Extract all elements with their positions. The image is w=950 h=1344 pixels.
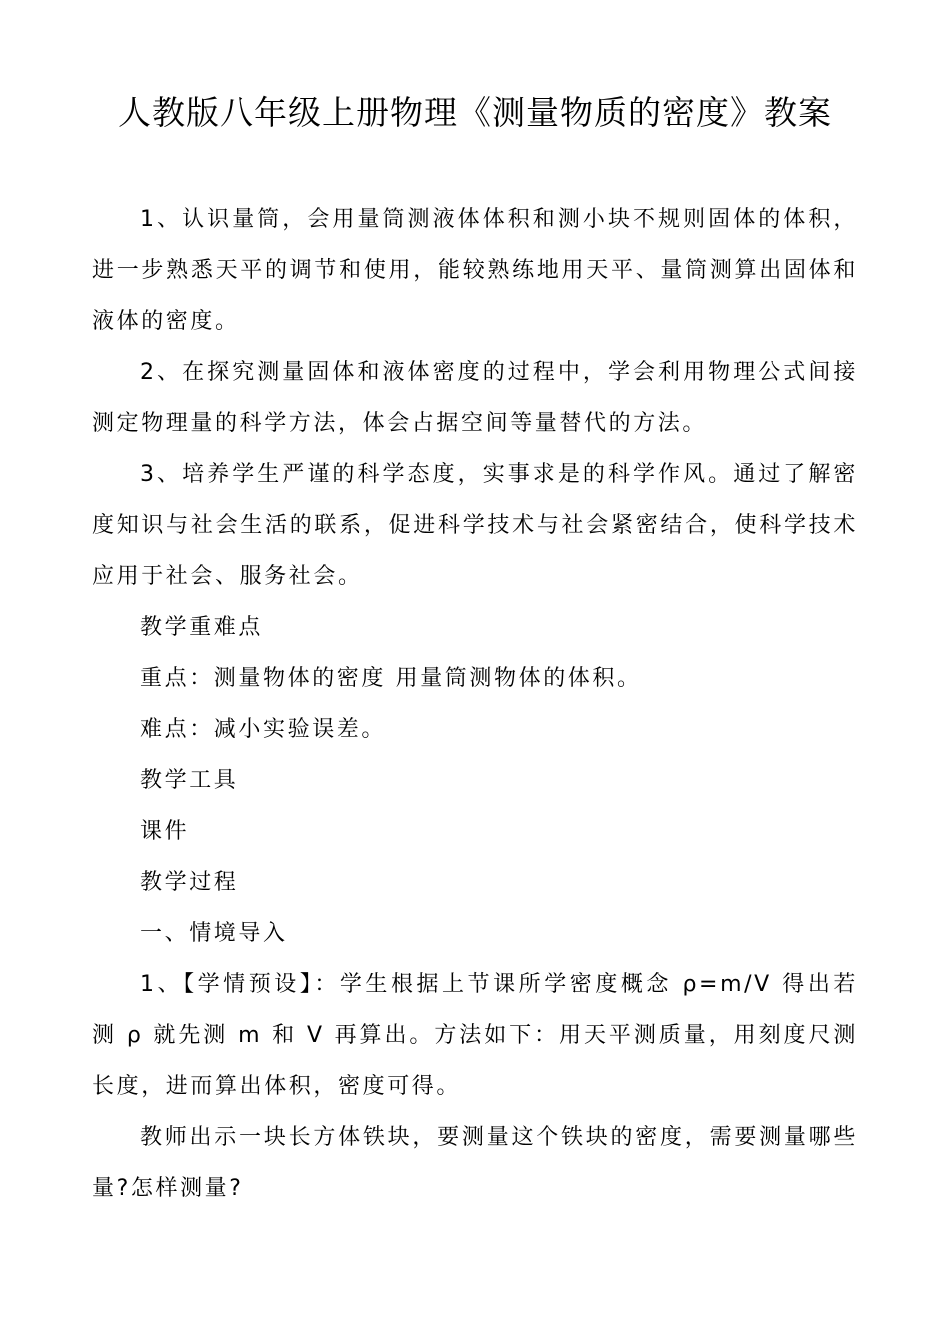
objective-paragraph-3: 3、培养学生严谨的科学态度，实事求是的科学作风。通过了解密度知识与社会生活的联系，促进科学技术与社会紧密结合，使科学技术应用于社会、服务社会。 <box>92 462 858 589</box>
objective-paragraph-2: 2、在探究测量固体和液体密度的过程中，学会利用物理公式间接测定物理量的科学方法，体会占据空间等量替代的方法。 <box>92 360 858 436</box>
section-heading-key-points: 教学重难点 <box>140 615 264 640</box>
document-body <box>92 194 858 1214</box>
section-heading-process: 教学过程 <box>140 870 239 895</box>
difficulty-line: 难点：减小实验误差。 <box>140 717 387 742</box>
objective-paragraph-1: 1、认识量筒，会用量筒测液体体积和测小块不规则固体的体积，进一步熟悉天平的调节和使用，能较熟练地用天平、量筒测算出固体和液体的密度。 <box>92 207 858 334</box>
tools-line: 课件 <box>140 819 190 844</box>
document-title: 人教版八年级上册物理《测量物质的密度》教案 <box>118 93 832 132</box>
key-point-line: 重点：测量物体的密度 用量筒测物体的体积。 <box>140 666 642 691</box>
section-heading-tools: 教学工具 <box>140 768 239 793</box>
intro-paragraph-1: 1、【学情预设】：学生根据上节课所学密度概念 ρ=m/V 得出若测 ρ 就先测 m 和 V 再算出。方法如下：用天平测质量，用刻度尺测长度，进而算出体积，密度可得。 <box>92 972 858 1099</box>
intro-paragraph-2: 教师出示一块长方体铁块，要测量这个铁块的密度，需要测量哪些量?怎样测量? <box>92 1125 858 1201</box>
subsection-heading-intro: 一、情境导入 <box>140 921 288 946</box>
